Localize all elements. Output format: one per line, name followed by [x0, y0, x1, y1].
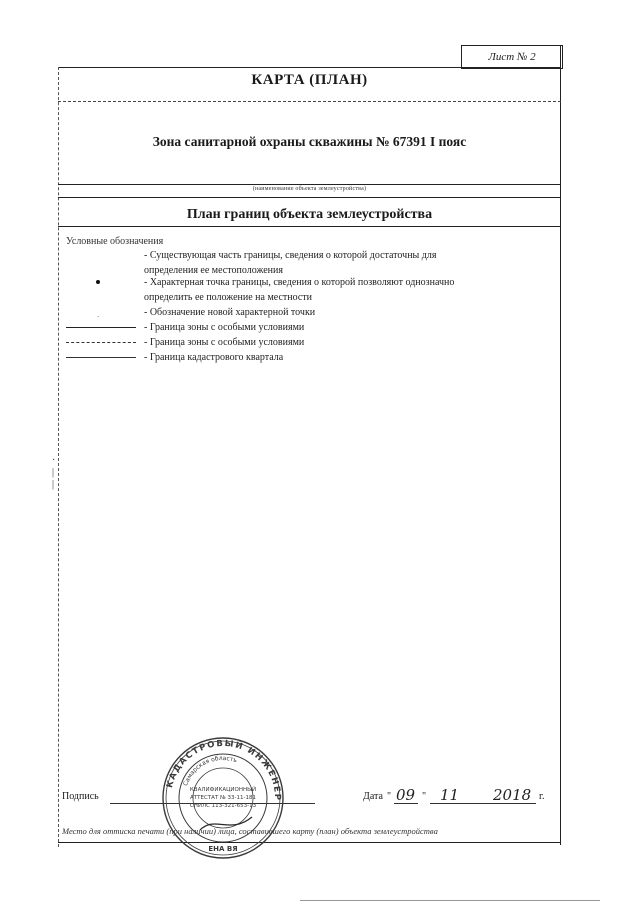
- point-marker-icon: [96, 280, 100, 284]
- frame-bottom-border: [58, 842, 561, 843]
- scan-artifact: [300, 900, 600, 901]
- legend-text: определения ее местоположения: [144, 265, 283, 276]
- divider: [58, 184, 561, 185]
- zone-title: Зона санитарной охраны скважины № 67391 I пояс: [152, 134, 467, 149]
- seal-outer-text: КАДАСТРОВЫЙ ИНЖЕНЕР: [164, 738, 283, 802]
- seal-center-line: АТТЕСТАТ № 33-11-181: [190, 795, 256, 801]
- object-caption: (наименование объекта землеустройства): [252, 186, 367, 192]
- legend-text: определить ее положение на местности: [144, 292, 313, 303]
- new-point-icon: ·: [97, 313, 100, 321]
- legend-text: - Обозначение новой характерной точки: [144, 307, 316, 318]
- year-suffix: г.: [539, 791, 545, 802]
- legend-text: - Характерная точка границы, сведения о которой позволяют однозначно: [144, 277, 455, 288]
- seal-region-text: Самарская область: [182, 754, 238, 787]
- cadastral-engineer-seal: [160, 735, 286, 861]
- legend-text: - Граница зоны с особыми условиями: [144, 337, 305, 348]
- margin-marks: · | |: [52, 455, 56, 490]
- divider: [58, 101, 561, 102]
- zone-boundary-dashed-icon: [66, 342, 136, 343]
- legend-heading: Условные обозначения: [66, 236, 164, 247]
- quote-mark: ": [422, 791, 427, 802]
- legend-text: - Существующая часть границы, сведения о которой достаточны для: [144, 250, 437, 261]
- zone-boundary-line-icon: [66, 327, 136, 328]
- frame-right-border: [560, 45, 561, 845]
- date-label: Дата: [363, 791, 383, 802]
- seal-center-line: СНИЛС 113-321-653-13: [189, 803, 257, 809]
- stamp-place-note: Место для оттиска печати (при наличии) лица, составившего карту (план) объекта землеустройства: [62, 826, 438, 836]
- seal-center-line: КВАЛИФИКАЦИОННЫЙ: [189, 787, 257, 793]
- cadastral-boundary-line-icon: [66, 357, 136, 358]
- divider: [58, 226, 561, 227]
- plan-title: План границ объекта землеустройства: [186, 207, 433, 222]
- legend-text: - Граница зоны с особыми условиями: [144, 322, 305, 333]
- date-year-line: [490, 803, 536, 804]
- date-day-line: [394, 803, 418, 804]
- map-title: КАРТА (ПЛАН): [251, 72, 368, 88]
- quote-mark: ": [387, 791, 392, 802]
- divider: [58, 197, 561, 198]
- signature-label: Подпись: [62, 791, 99, 802]
- date-year: 2018: [493, 786, 532, 804]
- frame-top-border: [58, 67, 561, 68]
- sheet-number-box: Лист № 2: [461, 45, 563, 69]
- date-month: 11: [440, 786, 460, 804]
- seal-name-text: ЕНА ВЯ: [208, 845, 238, 853]
- date-day: 09: [396, 786, 416, 804]
- legend-text: - Граница кадастрового квартала: [144, 352, 284, 363]
- date-month-line: [430, 803, 492, 804]
